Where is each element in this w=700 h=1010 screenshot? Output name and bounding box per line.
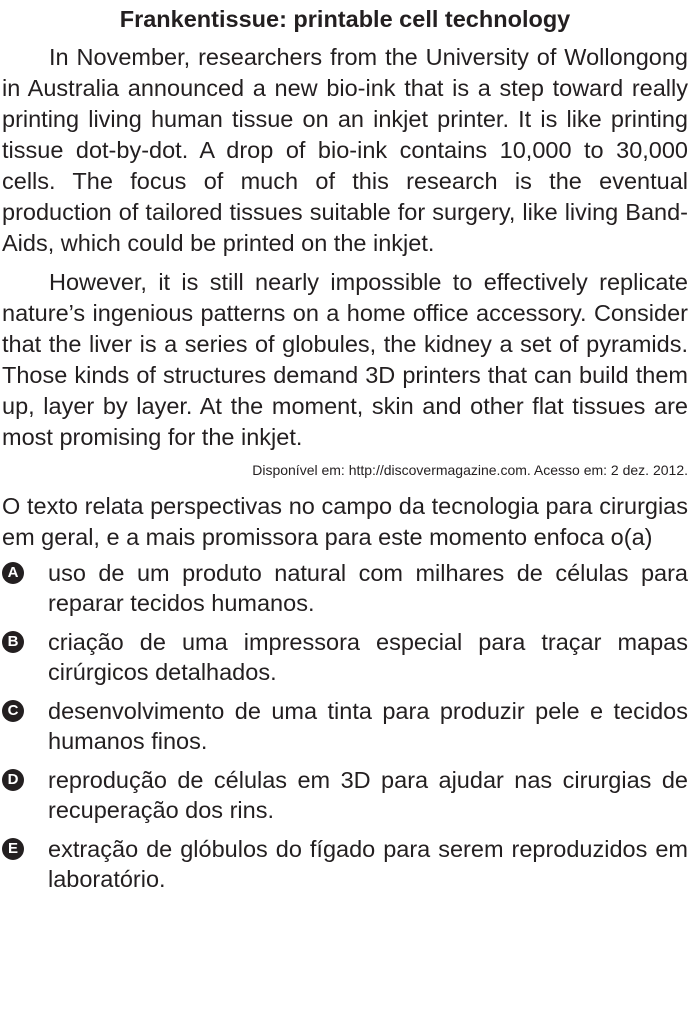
- article-paragraph-1: In November, researchers from the University of Wollongong in Australia announced a new bio-ink that is a step toward really printing living human tissue on an inkjet printer. It is like printing tissue dot-by-dot. A drop of bio-ink contains 10,000 to 30,000 cells. The focus of much of this research is the eventual production of tailored tissues suitable for surgery, like living Band-Aids, which could be printed on the inkjet.: [2, 44, 688, 256]
- article-title: Frankentissue: printable cell technology: [119, 6, 571, 32]
- article-paragraph-2: However, it is still nearly impossible to effectively replicate nature’s ingenious patterns on a home office accessory. Consider that the liver is a series of globules, the kidney a set of pyramids. Those kinds of structures demand 3D printers that can build them up, layer by layer. At the moment, skin and other flat tissues are most promising for the inkjet.: [2, 269, 688, 450]
- option-d-letter-badge: D: [2, 769, 24, 791]
- option-c[interactable]: [2, 696, 688, 756]
- option-b-text: criação de uma impressora especial para traçar mapas cirúrgicos detalhados.: [48, 629, 688, 685]
- option-a-letter-badge: A: [2, 562, 24, 584]
- option-d[interactable]: [2, 765, 688, 825]
- option-a[interactable]: [2, 558, 688, 618]
- option-a-text: uso de um produto natural com milhares de células para reparar tecidos humanos.: [48, 560, 688, 616]
- option-c-letter-badge: C: [2, 700, 24, 722]
- source-citation: Disponível em: http://discovermagazine.com. Acesso em: 2 dez. 2012.: [252, 462, 688, 478]
- question-stem: O texto relata perspectivas no campo da tecnologia para cirurgias em geral, e a mais promissora para este momento enfoca o(a): [2, 493, 688, 550]
- option-c-text: desenvolvimento de uma tinta para produzir pele e tecidos humanos finos.: [48, 698, 688, 754]
- answer-options: [2, 558, 688, 894]
- option-b[interactable]: [2, 627, 688, 687]
- option-e-text: extração de glóbulos do fígado para serem reproduzidos em laboratório.: [48, 836, 688, 892]
- option-b-letter-badge: B: [2, 631, 24, 653]
- option-e[interactable]: [2, 834, 688, 894]
- option-e-letter-badge: E: [2, 838, 24, 860]
- option-d-text: reprodução de células em 3D para ajudar nas cirurgias de recuperação dos rins.: [48, 767, 688, 823]
